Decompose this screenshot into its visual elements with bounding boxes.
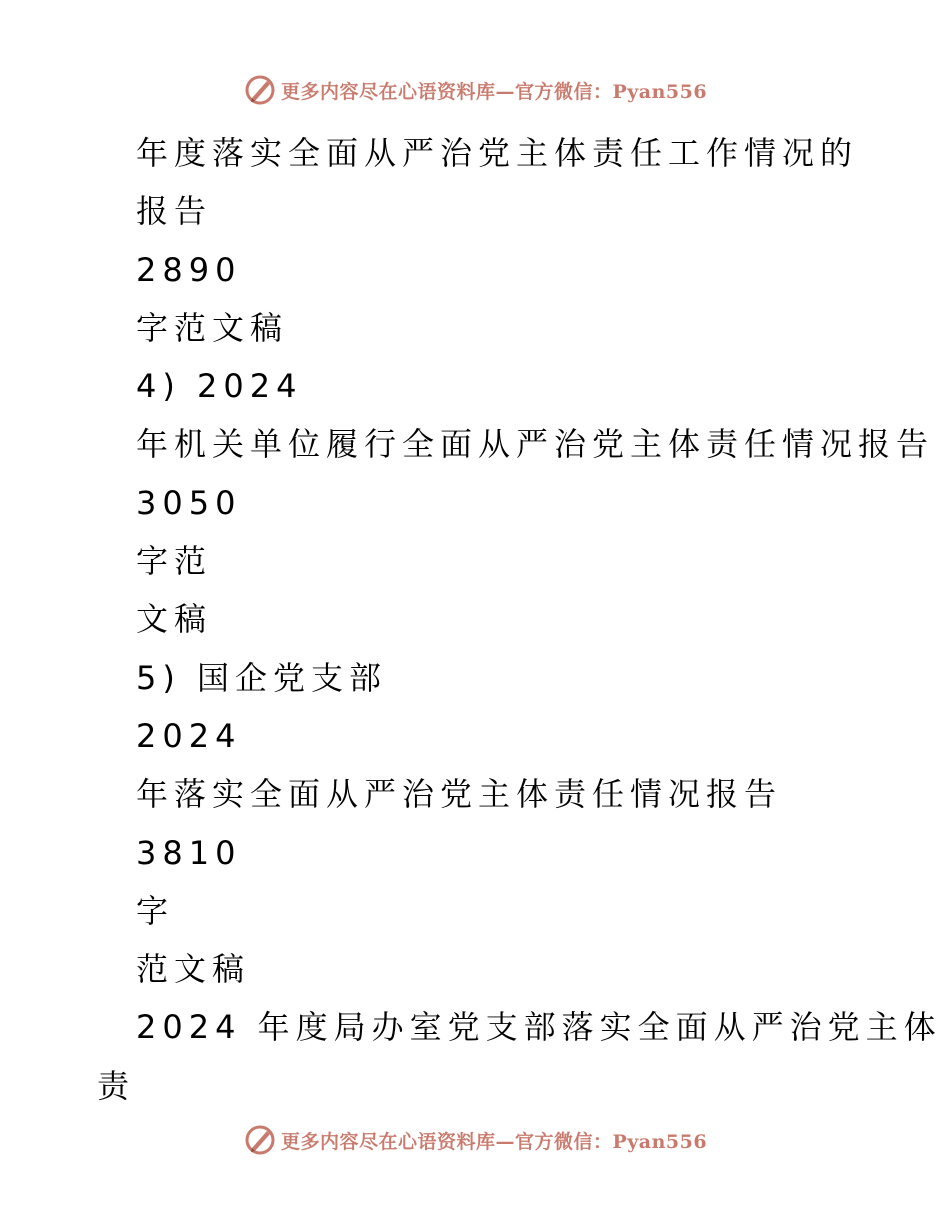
text-line: 范文稿 <box>136 950 251 989</box>
text-line: 字范文稿 <box>136 308 289 347</box>
text-line: 2024 <box>136 716 242 755</box>
text-line: 年落实全面从严治党主体责任情况报告 <box>136 775 783 814</box>
watermark-text: 更多内容尽在心语资料库—官方微信：Pyan556 <box>280 1130 708 1153</box>
text-line: 3810 <box>136 833 242 872</box>
text-line: 责 <box>97 1066 136 1105</box>
text-line: 年度落实全面从严治党主体责任工作情况的 <box>136 134 859 172</box>
text-line: 字范 <box>136 542 213 581</box>
text-line: 5) 国企党支部 <box>136 658 388 697</box>
watermark-header <box>0 70 950 110</box>
text-line: 3050 <box>136 483 242 522</box>
document-body <box>0 124 950 1115</box>
text-line: 文稿 <box>136 600 213 639</box>
text-line: 年机关单位履行全面从严治党主体责任情况报告 <box>136 425 935 464</box>
text-line: 报告 <box>136 192 213 231</box>
pen-circle-logo-icon <box>243 73 277 107</box>
text-line: 2890 <box>136 250 242 289</box>
watermark-text: 更多内容尽在心语资料库—官方微信：Pyan556 <box>280 80 708 103</box>
text-line: 4) 2024 <box>136 367 303 406</box>
text-line: 2024 年度局办室党支部落实全面从严治党主体 <box>136 1008 942 1047</box>
pen-circle-logo-icon <box>243 1123 277 1157</box>
text-line: 字 <box>136 891 175 930</box>
watermark-footer <box>0 1120 950 1160</box>
